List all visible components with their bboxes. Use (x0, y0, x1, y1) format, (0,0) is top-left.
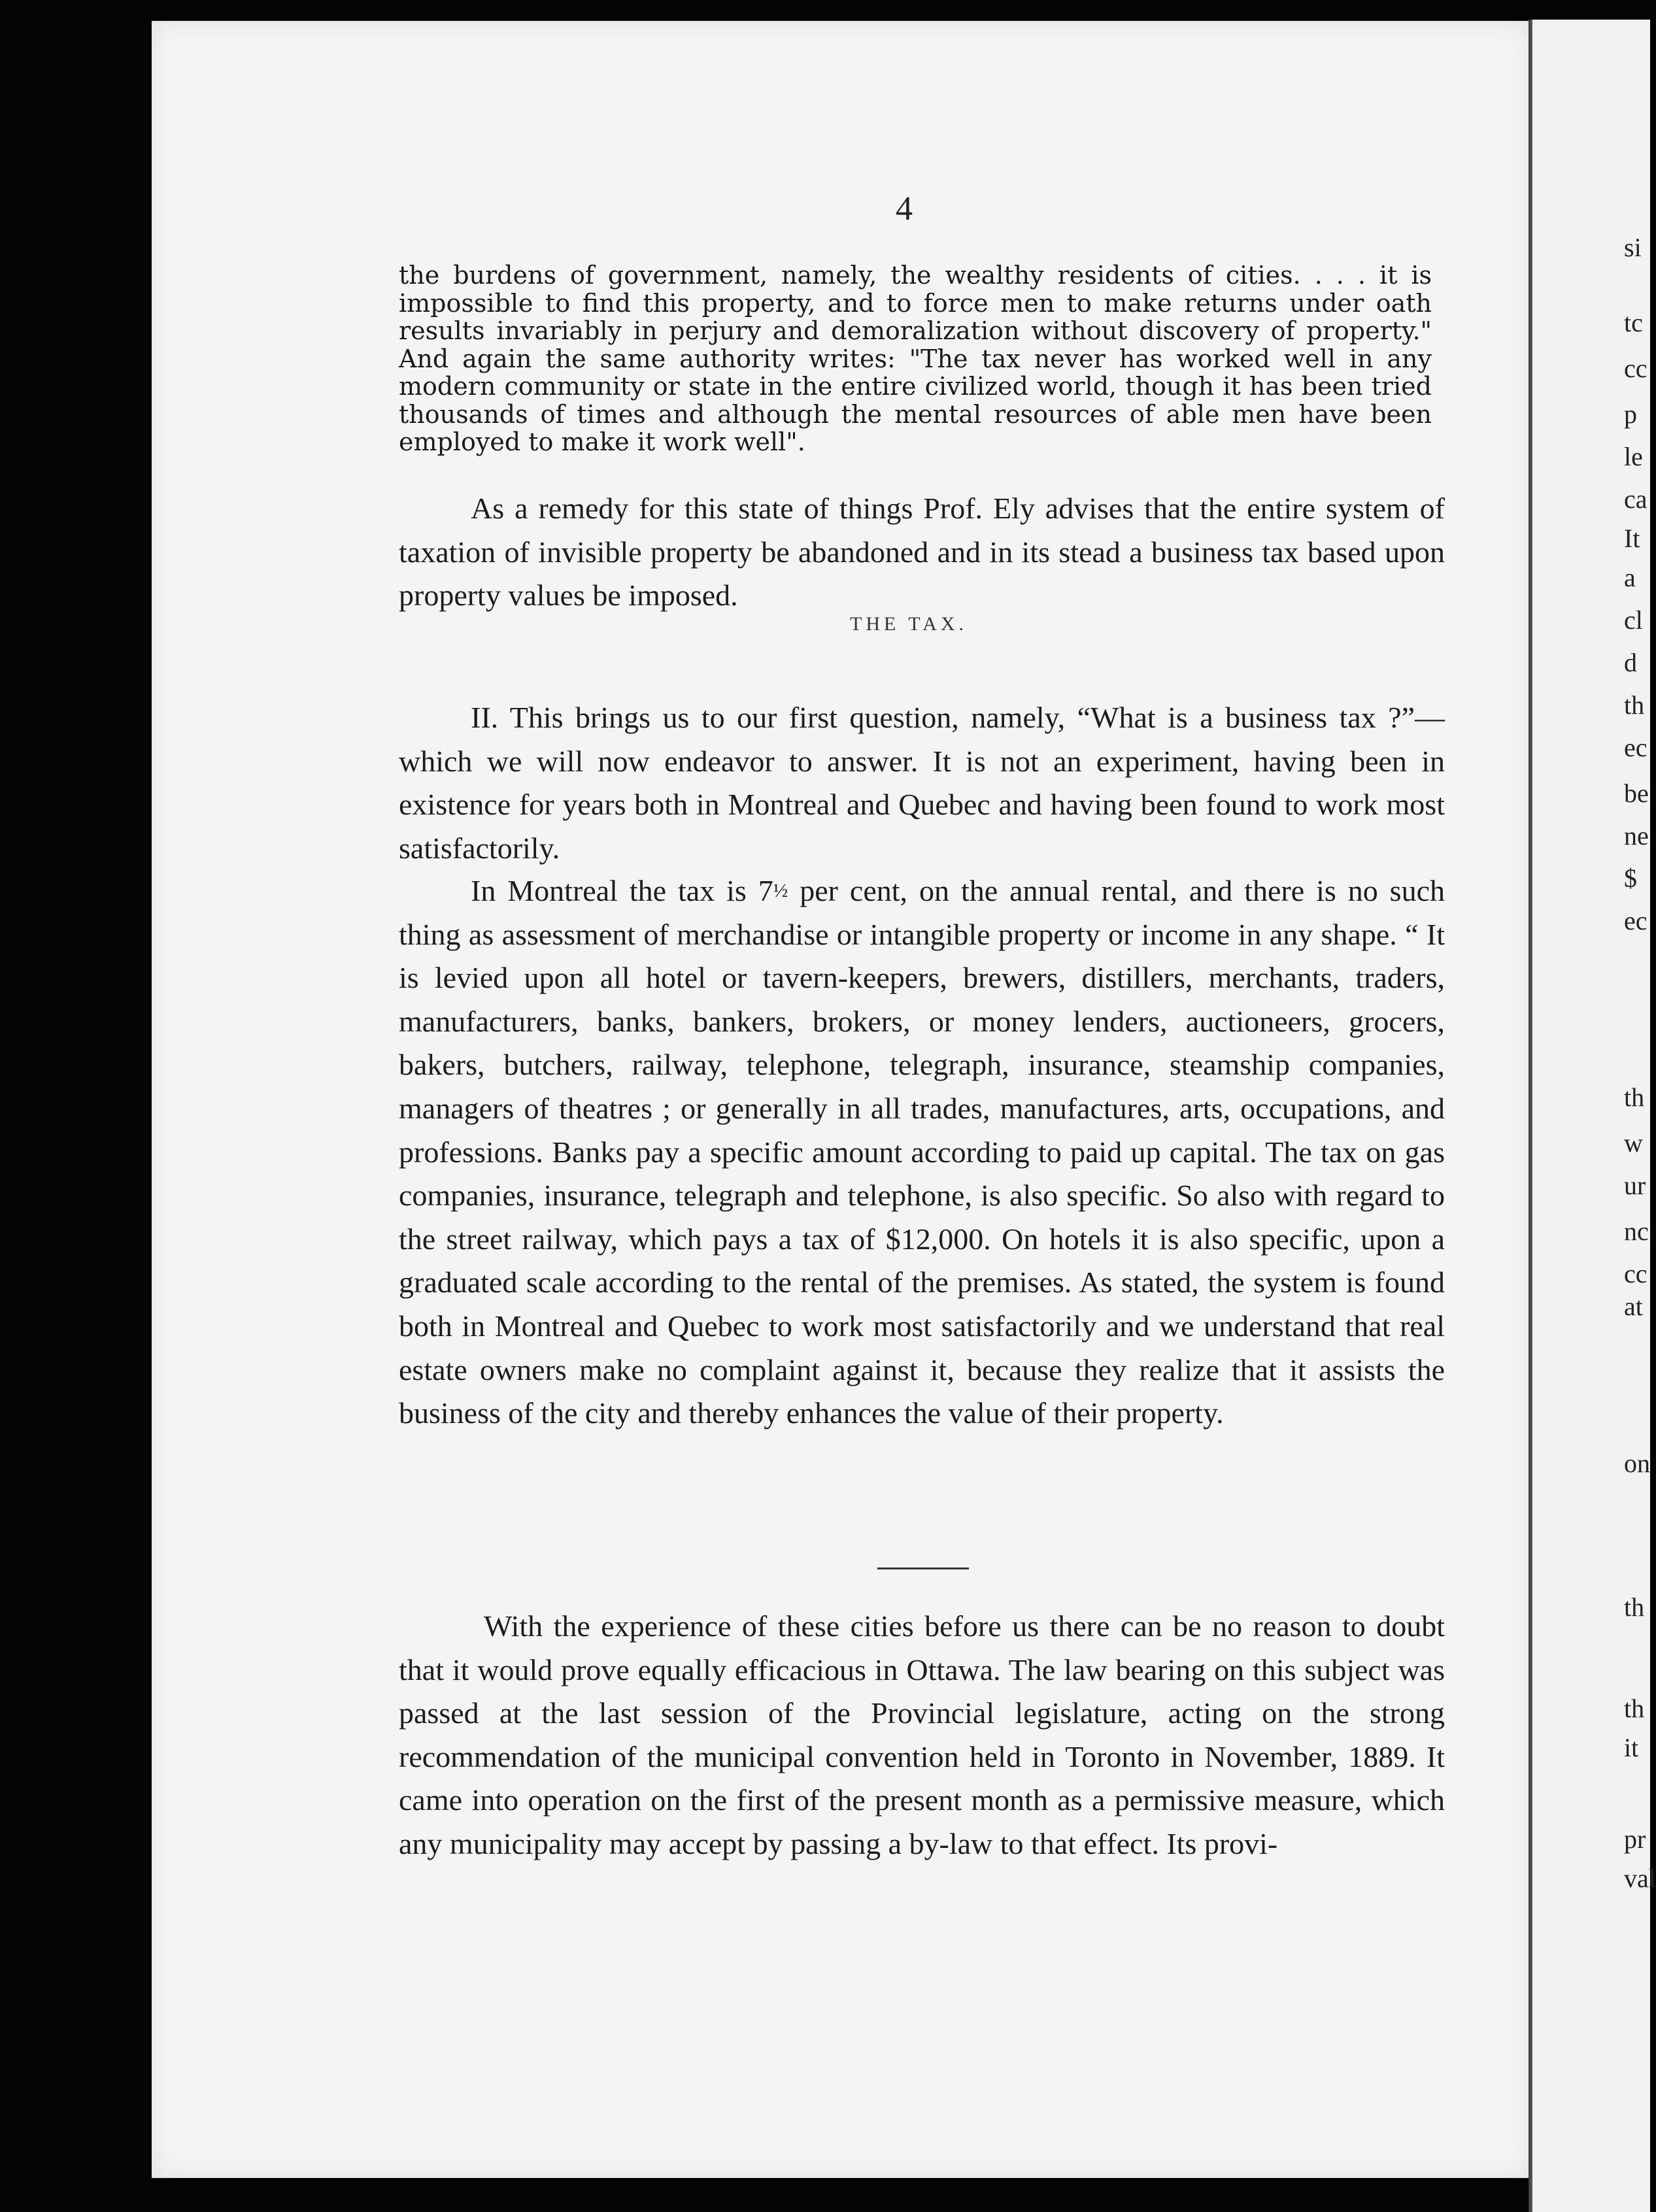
facing-line: d (1624, 648, 1637, 677)
facing-line: ec (1624, 906, 1648, 935)
paragraph-montreal (399, 869, 1445, 1435)
facing-line: val (1624, 1864, 1656, 1893)
facing-line: cc (1624, 354, 1648, 383)
facing-line: th (1624, 1592, 1645, 1622)
facing-line: th (1624, 1694, 1645, 1723)
facing-line: th (1624, 690, 1645, 720)
facing-line: a (1624, 563, 1636, 592)
facing-line: ne (1624, 821, 1649, 850)
facing-line: it (1624, 1733, 1639, 1762)
facing-line: th (1624, 1082, 1645, 1112)
facing-line: cc (1624, 1259, 1648, 1288)
paragraph-remedy: As a remedy for this state of things Prof. Ely advises that the entire system of taxation of invisible property be abandoned and in its stead a business tax based upon property values be imposed. (399, 492, 1445, 612)
facing-line: pr (1624, 1824, 1646, 1854)
paragraph-experience: With the experience of these cities before us there can be no reason to doubt that it would prove equally efficacious in Ottawa. The law bearing on this subject was passed at the last session of the Provincial legislature, acting on the strong recommendation of the municipal convention held in Toronto in November, 1889. It came into operation on the first of the present month as a permissive measure, which any municipality may accept by passing a by-law to that effect. Its provi- (399, 1609, 1445, 1860)
facing-line: p (1624, 399, 1637, 429)
facing-line: It (1624, 524, 1640, 553)
section-heading: THE TAX. (850, 613, 968, 635)
quoted-passage: the burdens of government, namely, the wealthy residents of cities. . . . it is impossible to find this property, and to force men to make returns under oath results invariably in perjury and demoralization without discovery of property." And again the same authority writes: "The tax never has worked well in any modern community or state in the entire civilized world, though it has been tried thousands of times and although the mental resources of able men have been employed to make it work well". (399, 261, 1432, 456)
montreal-text-rest: per cent, on the annual rental, and there is no such thing as assessment of merchandise or intangible property or income in any shape. “ It is levied upon all hotel or tavern-keepers, brewers, distillers, merchants, traders, manufacturers, banks, bankers, brokers, or money lenders, auctioneers, grocers, bakers, butchers, railway, telephone, telegraph, insurance, steamship companies, managers of theatres ; or generally in all trades, manufactures, arts, occupations, and professions. Banks pay a specific amount according to paid up capital. The tax on gas companies, insurance, telegraph and telephone, is also specific. So also with regard to the street railway, which pays a tax of $12,000. On hotels it is also specific, upon a graduated scale according to the rental of the premises. As stated, the system is found both in Montreal and Quebec to work most satisfactorily and we understand that real estate owners make no complaint against it, because they realize that it assists the business of the city and thereby enhances the value of their property. (399, 874, 1445, 1430)
page-number: 4 (896, 190, 913, 227)
facing-line: nc (1624, 1216, 1649, 1246)
facing-line: cl (1624, 605, 1643, 635)
facing-line: ca (1624, 484, 1648, 514)
montreal-text-start: In Montreal the tax is 7 (471, 874, 773, 907)
facing-line: le (1624, 442, 1643, 471)
facing-line: ur (1624, 1171, 1646, 1200)
facing-line: si (1624, 233, 1642, 262)
facing-line: be (1624, 779, 1649, 808)
section-divider (877, 1567, 969, 1569)
facing-line: at (1624, 1292, 1643, 1321)
facing-line: tc (1624, 308, 1643, 337)
facing-line: $ (1624, 863, 1637, 893)
paragraph-business-tax: II. This brings us to our first question, namely, “What is a business tax ?”—which we will now endeavor to answer. It is not an experiment, having been in existence for years both in Montreal and Quebec and having been found to work most satisfactorily. (399, 701, 1445, 865)
fraction-half: ½ (773, 880, 788, 901)
facing-line: on (1624, 1449, 1650, 1478)
facing-line: ec (1624, 733, 1648, 762)
facing-line: w (1624, 1128, 1643, 1158)
